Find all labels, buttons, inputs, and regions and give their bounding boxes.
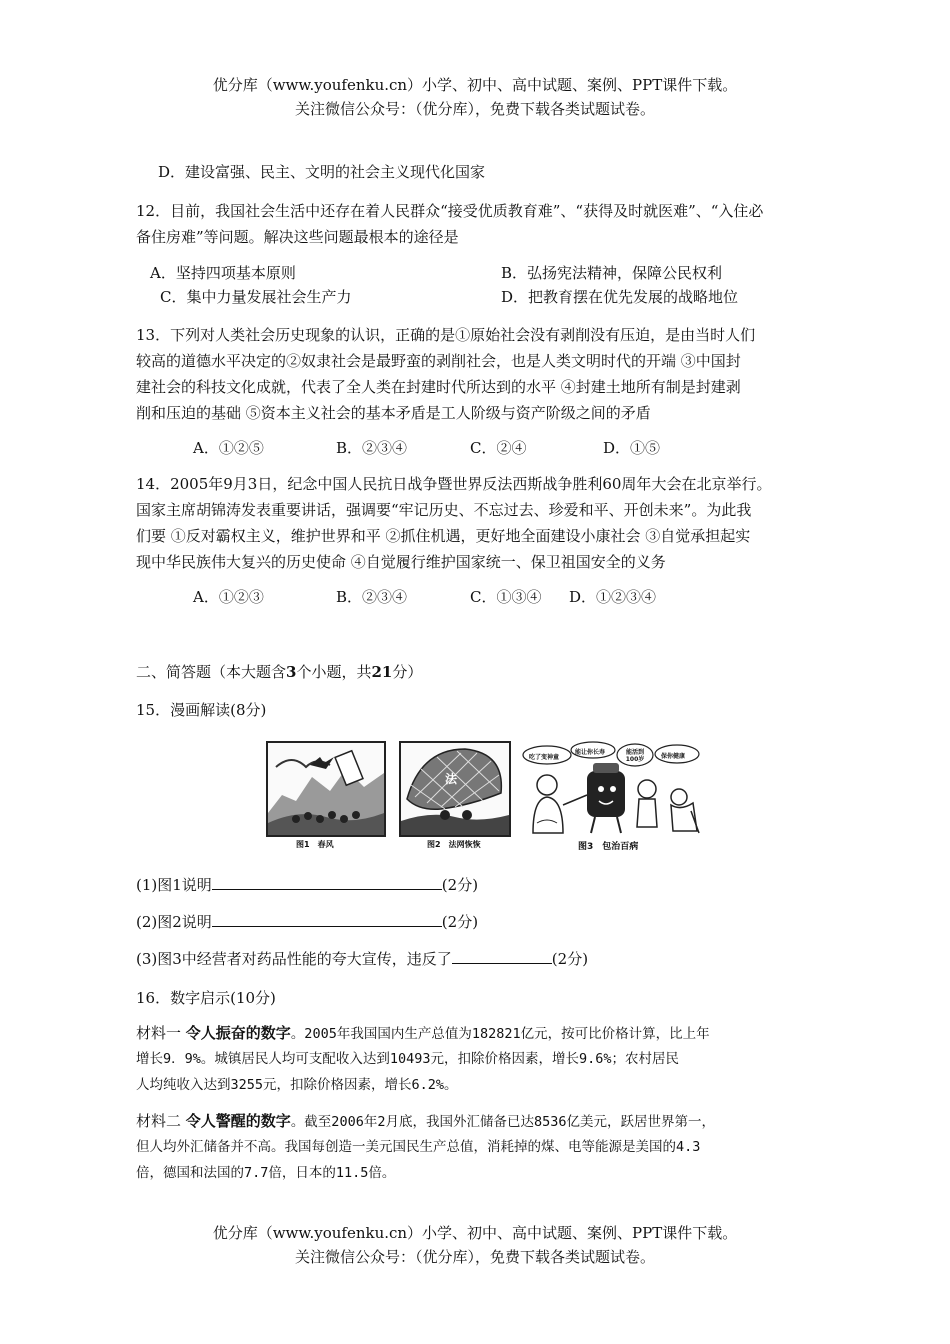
- legal-net-illustration: [401, 743, 509, 835]
- q13-option-d: D．①⑤: [603, 439, 661, 457]
- bubble-text-4: 保你健康: [661, 753, 686, 760]
- page-header-line1: 优分库（www.youfenku.cn）小学、初中、高中试题、案例、PPT课件下载。: [212, 76, 738, 94]
- q13-stem-line3: 建社会的科技文化成就，代表了全人类在封建时代所达到的水平 ④封建土地所有制是封建剥: [136, 378, 741, 396]
- cartoon-3-caption: 图3 包治百病: [578, 842, 639, 852]
- q15-item3-answer-blank[interactable]: [452, 945, 552, 964]
- q15-item1-score: (2分): [441, 876, 479, 894]
- section2-heading: [136, 659, 422, 685]
- section2-count: 3: [286, 663, 297, 681]
- q11-option-d: D．建设富强、民主、文明的社会主义现代化国家: [158, 163, 486, 181]
- q15-item3-label: (3)图3中经营者对药品性能的夸大宣传，违反了: [136, 950, 452, 968]
- svg-text:法: 法: [445, 772, 458, 786]
- cartoon-figure-3: [521, 741, 701, 837]
- q14-stem-line2: 国家主席胡锦涛发表重要讲话，强调要“牢记历史、不忘过去、珍爱和平、开创未来”。为此我: [136, 501, 752, 519]
- cartoon-figure-1: [266, 741, 386, 837]
- cartoon-1-caption: 图1 春风: [296, 840, 334, 849]
- q16-material1-line1: [136, 1020, 710, 1047]
- cartoon-figure-2: [399, 741, 511, 837]
- q12-stem-line1: 12．目前，我国社会生活中还存在着人民群众“接受优质教育难”、“获得及时就医难”、“入住必: [136, 202, 764, 220]
- material2-label: 材料二: [136, 1112, 182, 1130]
- section2-mid: 个小题，共: [296, 663, 372, 681]
- cartoon-2-caption: 图2 法网恢恢: [427, 840, 481, 849]
- q14-stem-line1: 14．2005年9月3日，纪念中国人民抗日战争暨世界反法西斯战争胜利60周年大会在北京举行。: [136, 475, 772, 493]
- q16-material2-line1: [136, 1108, 715, 1135]
- bubble-text-2: 能让你长寿: [575, 749, 606, 756]
- section2-prefix: 二、简答题（本大题含: [136, 663, 287, 681]
- page-footer-line1: 优分库（www.youfenku.cn）小学、初中、高中试题、案例、PPT课件下载。: [212, 1224, 738, 1242]
- q12-option-c: C．集中力量发展社会生产力: [160, 288, 352, 306]
- q16-material1-line3: 人均纯收入达到3255元，扣除价格因素，增长6.2%。: [136, 1077, 458, 1093]
- q14-stem-line4: 现中华民族伟大复兴的历史使命 ④自觉履行维护国家统一、保卫祖国安全的义务: [136, 553, 666, 571]
- q15-item1: [136, 871, 478, 898]
- page-footer-line2: 关注微信公众号：（优分库），免费下载各类试题试卷。: [294, 1248, 655, 1266]
- material1-line1-text: 。2005年我国国内生产总值为182821亿元，按可比价格计算，比上年: [290, 1026, 710, 1042]
- q14-option-a: A．①②③: [193, 588, 264, 606]
- bubble-text-3: 能活到100岁: [625, 749, 645, 763]
- q13-option-b: B．②③④: [336, 439, 408, 457]
- q15-item1-label: (1)图1说明: [136, 876, 212, 894]
- q13-stem-line4: 削和压迫的基础 ⑤资本主义社会的基本矛盾是工人阶级与资产阶级之间的矛盾: [136, 404, 651, 422]
- material2-heading: 令人警醒的数字: [185, 1112, 291, 1130]
- q13-option-a: A．①②⑤: [193, 439, 264, 457]
- q15-item2-score: (2分): [441, 913, 479, 931]
- q15-item2-answer-blank[interactable]: [212, 908, 442, 927]
- q14-option-b: B．②③④: [336, 588, 408, 606]
- q16-material1-line2: 增长9．9%。城镇居民人均可支配收入达到10493元，扣除价格因素，增长9.6%；农村居民: [136, 1051, 680, 1067]
- q15-title: 15．漫画解读(8分): [136, 701, 267, 719]
- q12-option-b: B．弘扬宪法精神，保障公民权利: [501, 264, 723, 282]
- q15-item3-score: (2分): [551, 950, 589, 968]
- q13-option-c: C．②④: [470, 439, 527, 457]
- q15-item1-answer-blank[interactable]: [212, 871, 442, 890]
- section2-score: 21: [371, 663, 393, 681]
- q13-stem-line1: 13．下列对人类社会历史现象的认识，正确的是①原始社会没有剥削没有压迫，是由当时人们: [136, 326, 756, 344]
- q16-title: 16．数字启示(10分): [136, 989, 276, 1007]
- q12-option-a: A．坚持四项基本原则: [150, 264, 296, 282]
- page-header-line2: 关注微信公众号：（优分库），免费下载各类试题试卷。: [294, 100, 655, 118]
- q15-item3: [136, 945, 588, 972]
- q13-stem-line2: 较高的道德水平决定的②奴隶社会是最野蛮的剥削社会，也是人类文明时代的开端 ③中国封: [136, 352, 741, 370]
- material1-label: 材料一: [136, 1024, 182, 1042]
- q14-option-c: C．①③④: [470, 588, 542, 606]
- bubble-text-1: 吃了变神童: [529, 754, 560, 761]
- spring-wind-illustration: [268, 743, 384, 835]
- q16-material2-line2: 但人均外汇储备并不高。我国每创造一美元国民生产总值，消耗掉的煤、电等能源是美国的4.3: [136, 1139, 701, 1155]
- q14-stem-line3: 们要 ①反对霸权主义，维护世界和平 ②抓住机遇，更好地全面建设小康社会 ③自觉承担起实: [136, 527, 751, 545]
- q15-item2-label: (2)图2说明: [136, 913, 212, 931]
- q12-option-d: D．把教育摆在优先发展的战略地位: [501, 288, 739, 306]
- q16-material2-line3: 倍，德国和法国的7.7倍，日本的11.5倍。: [136, 1165, 396, 1181]
- q14-option-d: D．①②③④: [569, 588, 657, 606]
- material2-line1-text: 。截至2006年2月底，我国外汇储备已达8536亿美元，跃居世界第一，: [290, 1114, 715, 1130]
- q15-item2: [136, 908, 478, 935]
- material1-heading: 令人振奋的数字: [185, 1024, 291, 1042]
- section2-suffix: 分）: [392, 663, 423, 681]
- q12-stem-line2: 备住房难”等问题。解决这些问题最根本的途径是: [136, 228, 459, 246]
